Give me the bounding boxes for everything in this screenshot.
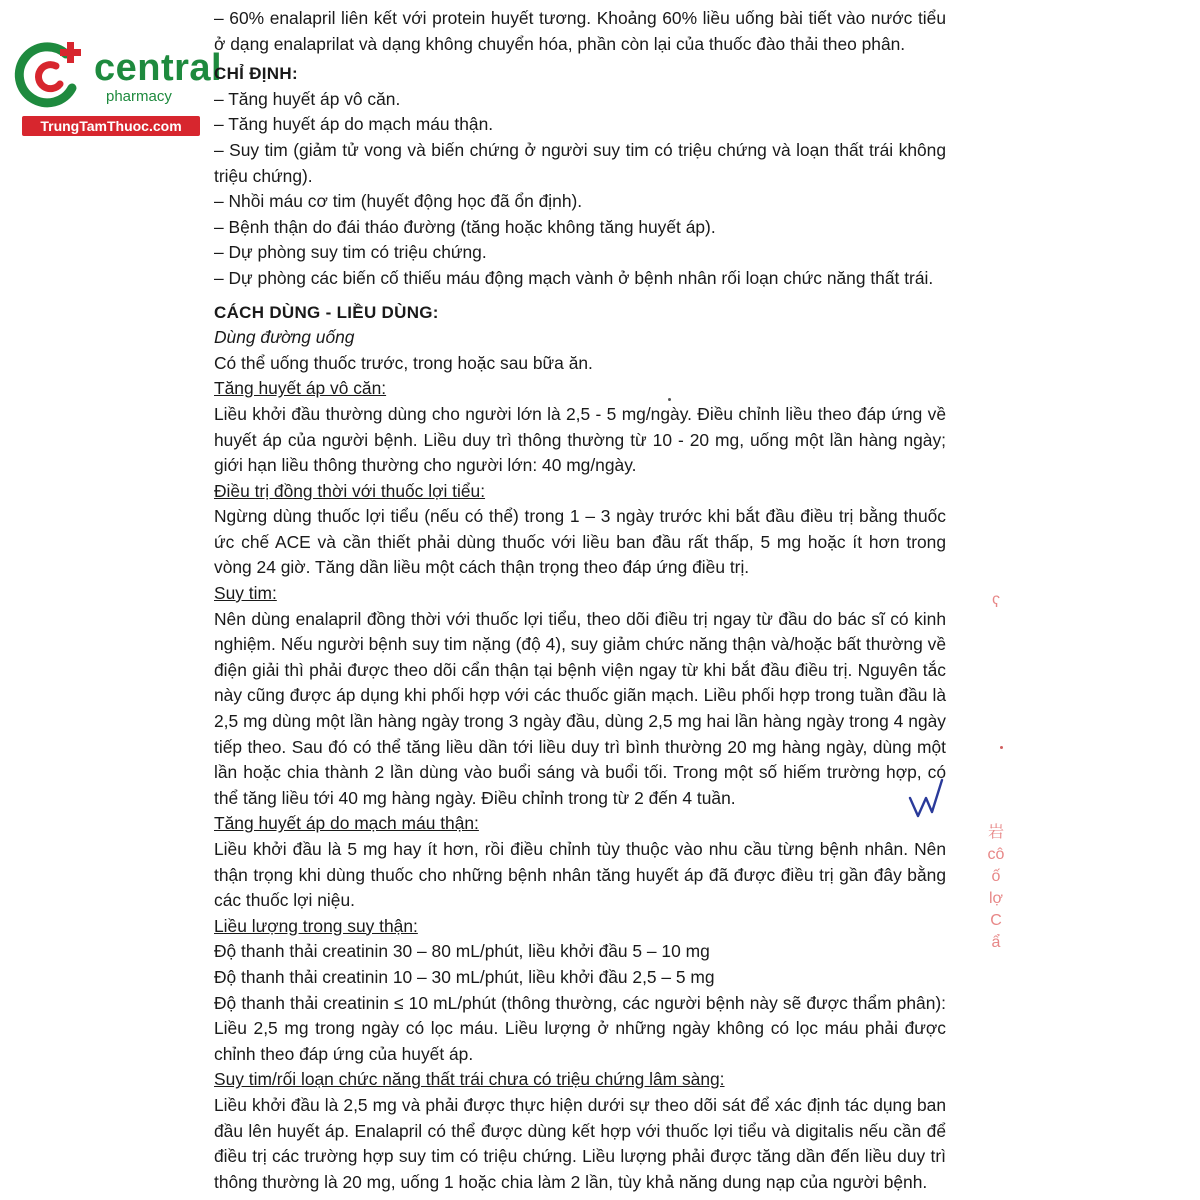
handwritten-check-icon — [906, 776, 946, 822]
dosage-note: Có thể uống thuốc trước, trong hoặc sau bữa ăn. — [214, 352, 593, 373]
indication-item: – Suy tim (giảm tử vong và biến chứng ở người suy tim có triệu chứng và loạn thất trái không triệu chứng). — [214, 139, 946, 186]
section-title: Liều lượng trong suy thận: — [214, 915, 418, 936]
indication-item: – Dự phòng suy tim có triệu chứng. — [214, 242, 487, 263]
indication-item: – Tăng huyết áp vô căn. — [214, 88, 401, 109]
section-title: Tăng huyết áp do mạch máu thận: — [214, 813, 479, 834]
indication-item: – Tăng huyết áp do mạch máu thận. — [214, 114, 494, 135]
indications-heading: CHỈ ĐỊNH: — [214, 64, 298, 84]
section-title: Suy tim/rối loạn chức năng thất trái chưa có triệu chứng lâm sàng: — [214, 1069, 725, 1090]
section-title: Điều trị đồng thời với thuốc lợi tiểu: — [214, 480, 486, 501]
speck — [668, 398, 671, 401]
section-paragraph: Độ thanh thải creatinin 10 – 30 mL/phút, liều khởi đầu 2,5 – 5 mg — [214, 966, 715, 987]
section-paragraph: Liều khởi đầu là 5 mg hay ít hơn, rồi điều chỉnh tùy thuộc vào nhu cầu từng bệnh nhân. Nên thận trọng khi dùng thuốc cho những bệnh nhân tăng huyết áp đã được điều trị gần đây bằng các thuốc lợi niệu. — [214, 839, 946, 911]
leaflet-text — [214, 6, 946, 1195]
section-title: Tăng huyết áp vô căn: — [214, 378, 387, 399]
speck — [1000, 746, 1003, 749]
red-stamp-fragment-bottom: 岩 cô ố lợ C ẩ — [987, 824, 1005, 951]
indication-item: – Bệnh thận do đái tháo đường (tăng hoặc không tăng huyết áp). — [214, 216, 716, 237]
intro-paragraph: – 60% enalapril liên kết với protein huyết tương. Khoảng 60% liều uống bài tiết vào nước tiểu ở dạng enalaprilat và dạng không chuyển hóa, phần còn lại của thuốc đào thải theo phân. — [214, 8, 946, 54]
pharmacy-cross-c-icon — [12, 36, 88, 112]
logo-url-banner: TrungTamThuoc.com — [22, 116, 200, 136]
logo-subtitle: pharmacy — [106, 88, 172, 105]
section-paragraph: Liều khởi đầu là 2,5 mg và phải được thực hiện dưới sự theo dõi sát để xác định tác dụng ban đầu lên huyết áp. Enalapril có thể được dùng kết hợp với thuốc lợi tiểu và digitalis nếu cần để điều trị các trường hợp suy tim có triệu chứng. Liều lượng phải được tăng dần đến liều duy trì thông thường là 20 mg, uống 1 hoặc chia làm 2 lần, tùy khả năng dung nạp của người bệnh. — [214, 1094, 946, 1192]
red-stamp-fragment-top: ʕ — [992, 594, 1000, 611]
indication-item: – Dự phòng các biến cố thiếu máu động mạch vành ở bệnh nhân rối loạn chức năng thất trái. — [214, 267, 934, 288]
section-paragraph: Nên dùng enalapril đồng thời với thuốc lợi tiểu, theo dõi điều trị ngay từ đầu do bác sĩ có kinh nghiệm. Nếu người bệnh suy tim nặng (độ 4), suy giảm chức năng thận và/hoặc bất thường về điện giải thì phải được theo dõi cẩn thận tại bệnh viện ngay từ khi bắt đầu điều trị. Nguyên tắc này cũng được áp dụng khi phối hợp với các thuốc giãn mạch. Liều phối hợp trong tuần đầu là 2,5 mg dùng một lần hàng ngày trong 3 ngày đầu, dùng 2,5 mg hai lần hàng ngày trong 4 ngày tiếp theo. Sau đó có thể tăng liều dần tới liều duy trì bình thường 20 mg hàng ngày, dùng một lần hoặc chia thành 2 lần dùng vào buổi sáng và buổi tối. Trong một số hiếm trường hợp, có thể tăng liều tới 40 mg hàng ngày. Điều chỉnh trong từ 2 đến 4 tuần. — [214, 608, 946, 808]
dosage-route: Dùng đường uống — [214, 327, 355, 348]
section-title: Suy tim: — [214, 583, 277, 604]
logo-name: central — [94, 47, 223, 89]
central-pharmacy-logo — [8, 36, 223, 136]
section-paragraph: Liều khởi đầu thường dùng cho người lớn là 2,5 - 5 mg/ngày. Điều chỉnh liều theo đáp ứng về huyết áp của người bệnh. Liều duy trì thông thường từ 10 - 20 mg, uống một lần hàng ngày; giới hạn liều thông thường cho người lớn: 40 mg/ngày. — [214, 403, 946, 476]
dosage-heading: CÁCH DÙNG - LIỀU DÙNG: — [214, 302, 439, 322]
section-paragraph: Độ thanh thải creatinin ≤ 10 mL/phút (thông thường, các người bệnh này sẽ được thẩm phân): Liều 2,5 mg trong ngày có lọc máu. Liều lượng ở những ngày không có lọc máu phải được chỉnh theo đáp ứng của huyết áp. — [214, 992, 946, 1064]
section-paragraph: Ngừng dùng thuốc lợi tiểu (nếu có thể) trong 1 – 3 ngày trước khi bắt đầu điều trị bằng thuốc ức chế ACE và cần thiết phải dùng thuốc với liều ban đầu rất thấp, 5 mg hoặc ít hơn trong vòng 24 giờ. Tăng dần liều một cách thận trọng theo đáp ứng điều trị. — [214, 506, 946, 578]
section-paragraph: Độ thanh thải creatinin 30 – 80 mL/phút, liều khởi đầu 5 – 10 mg — [214, 941, 710, 962]
indication-item: – Nhồi máu cơ tim (huyết động học đã ổn định). — [214, 191, 583, 212]
